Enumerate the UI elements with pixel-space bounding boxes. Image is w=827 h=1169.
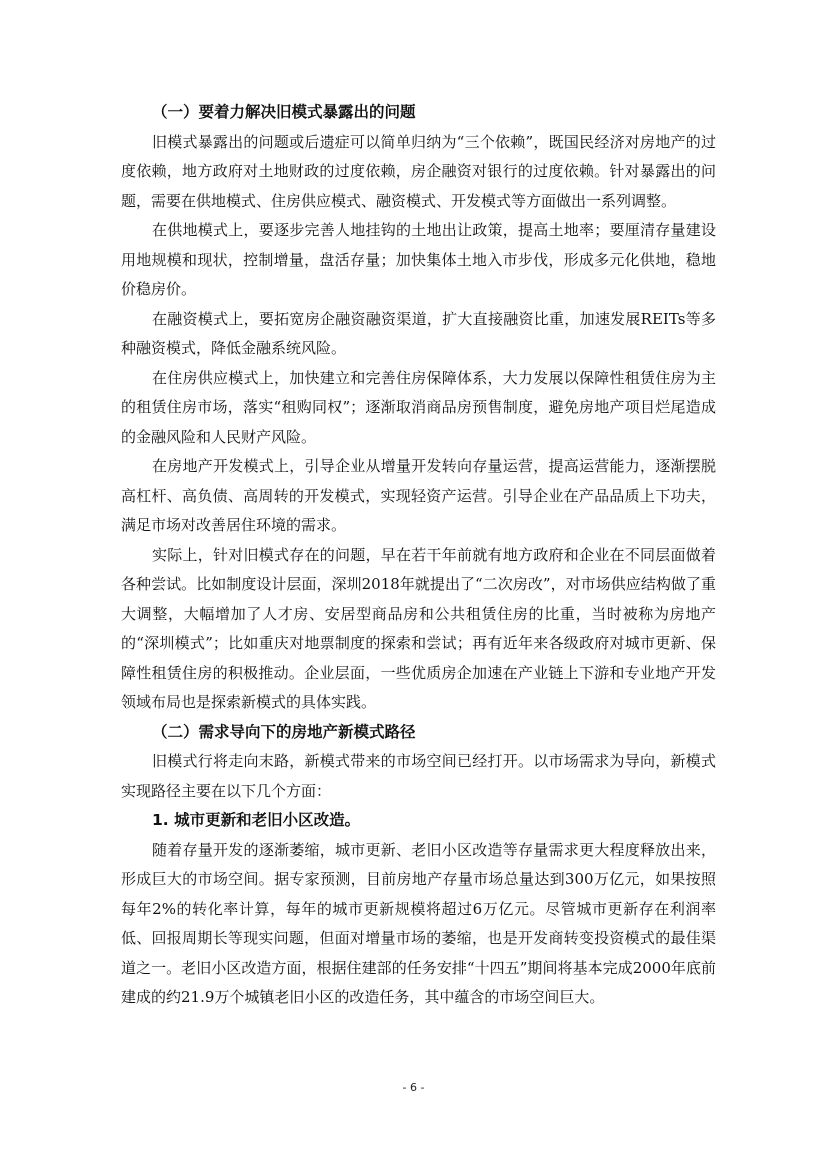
section-1-paragraph-1: 旧模式暴露出的问题或后遗症可以简单归纳为“三个依赖”，既国民经济对房地产的过度依赖，地方政府对土地财政的过度依赖，房企融资对银行的过度依赖。针对暴露出的问题，需要在供地模式、住房供应模式、融资模式、开发模式等方面做出一系列调整。 bbox=[121, 132, 716, 210]
document-body bbox=[121, 98, 716, 1013]
section-1-paragraph-3: 在融资模式上，要拓宽房企融资融资渠道，扩大直接融资比重，加速发展REITs等多种融资模式，降低金融系统风险。 bbox=[121, 309, 716, 357]
section-1-paragraph-5: 在房地产开发模式上，引导企业从增量开发转向存量运营，提高运营能力，逐渐摆脱高杠杆、高负债、高周转的开发模式，实现轻资产运营。引导企业在产品品质上下功夫，满足市场对改善居住环境的需求。 bbox=[121, 457, 716, 534]
section-1-heading: （一）要着力解决旧模式暴露出的问题 bbox=[152, 103, 416, 121]
subsection-1-paragraph-1: 随着存量开发的逐渐萎缩，城市更新、老旧小区改造等存量需求更大程度释放出来，形成巨大的市场空间。据专家预测，目前房地产存量市场总量达到300万亿元，如果按照每年2%的转化率计算，每年的城市更新规模将超过6万亿元。尽管城市更新存在利润率低、回报周期长等现实问题，但面对增量市场的萎缩，也是开发商转变投资模式的最佳渠道之一。老旧小区改造方面，根据住建部的任务安排“十四五”期间将基本完成2000年底前建成的约21.9万个城镇老旧小区的改造任务，其中蕴含的市场空间巨大。 bbox=[121, 840, 716, 1006]
page-number: - 6 - bbox=[402, 1081, 425, 1094]
section-1-paragraph-6: 实际上，针对旧模式存在的问题，早在若干年前就有地方政府和企业在不同层面做着各种尝试。比如制度设计层面，深圳2018年就提出了“二次房改”，对市场供应结构做了重大调整，大幅增加了人才房、安居型商品房和公共租赁住房的比重，当时被称为房地产的“深圳模式”；比如重庆对地票制度的探索和尝试；再有近年来各级政府对城市更新、保障性租赁住房的积极推动。企业层面，一些优质房企加速在产业链上下游和专业地产开发领域布局也是探索新模式的具体实践。 bbox=[121, 545, 716, 711]
subsection-1-heading: 1. 城市更新和老旧小区改造。 bbox=[152, 811, 361, 829]
section-2-heading: （二）需求导向下的房地产新模式路径 bbox=[152, 722, 416, 741]
section-1-paragraph-2: 在供地模式上，要逐步完善人地挂钩的土地出让政策，提高土地率；要厘清存量建设用地规模和现状，控制增量，盘活存量；加快集体土地入市步伐，形成多元化供地，稳地价稳房价。 bbox=[121, 221, 716, 298]
section-1-paragraph-4: 在住房供应模式上，加快建立和完善住房保障体系，大力发展以保障性租赁住房为主的租赁住房市场，落实“租购同权”；逐渐取消商品房预售制度，避免房地产项目烂尾造成的金融风险和人民财产风险。 bbox=[121, 368, 716, 446]
section-2-paragraph-1: 旧模式行将走向末路，新模式带来的市场空间已经打开。以市场需求为导向，新模式实现路径主要在以下几个方面： bbox=[121, 752, 716, 800]
